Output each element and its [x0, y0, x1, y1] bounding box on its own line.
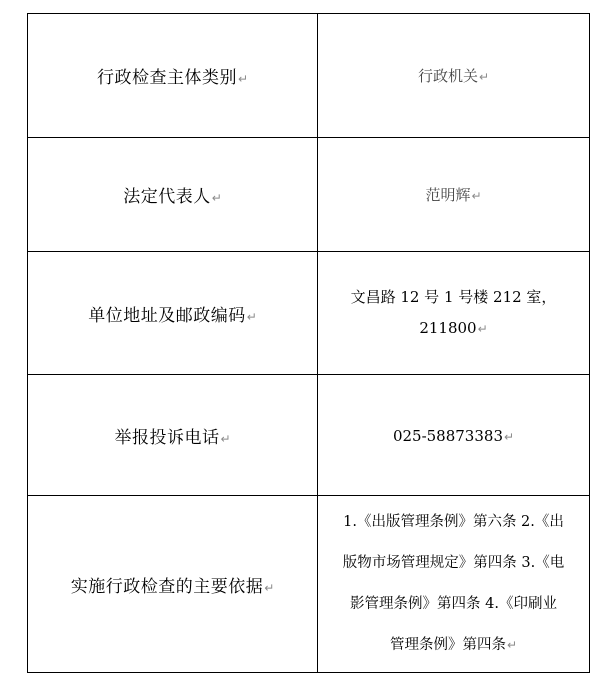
row-label: 单位地址及邮政编码 [88, 305, 246, 326]
value-cell [318, 138, 590, 252]
phone-value: 025-58873383 [392, 426, 503, 445]
label-cell [28, 496, 318, 673]
paragraph-mark-icon: ↵ [477, 321, 488, 336]
paragraph-mark-icon: ↵ [211, 191, 222, 205]
paragraph-mark-icon: ↵ [246, 309, 257, 324]
value-line: 1.《出版管理条例》第六条 2.《出 [343, 514, 564, 530]
info-table [27, 13, 590, 673]
row-value: 范明辉 [425, 186, 471, 204]
paragraph-mark-icon: ↵ [478, 70, 490, 84]
row-label: 法定代表人 [123, 187, 211, 207]
label-cell [28, 14, 318, 138]
table-row [28, 252, 590, 375]
value-cell [318, 375, 590, 496]
value-cell [318, 14, 590, 138]
address-value [318, 282, 589, 345]
row-label: 举报投诉电话 [114, 427, 220, 448]
paragraph-mark-icon: ↵ [220, 431, 231, 446]
value-cell [318, 252, 590, 375]
value-line: 211800↵ [419, 318, 488, 337]
label-cell [28, 138, 318, 252]
label-cell [28, 375, 318, 496]
basis-value [318, 502, 589, 666]
table-row [28, 138, 590, 252]
value-line: 版物市场管理规定》第四条 3.《电 [342, 555, 565, 571]
paragraph-mark-icon: ↵ [503, 429, 515, 444]
value-line: 影管理条例》第四条 4.《印刷业 [350, 596, 557, 612]
paragraph-mark-icon: ↵ [264, 580, 275, 595]
table-row [28, 14, 590, 138]
paragraph-mark-icon: ↵ [471, 189, 482, 203]
paragraph-mark-icon: ↵ [506, 638, 518, 652]
value-line: 文昌路 12 号 1 号楼 212 室， [350, 287, 557, 306]
row-label: 实施行政检查的主要依据 [70, 576, 264, 597]
label-cell [28, 252, 318, 375]
value-cell [318, 496, 590, 673]
value-line: 管理条例》第四条↵ [389, 637, 518, 653]
row-value: 行政机关 [417, 67, 478, 85]
paragraph-mark-icon: ↵ [237, 72, 249, 86]
row-label: 行政检查主体类别 [96, 68, 237, 88]
table-row [28, 496, 590, 673]
table-row [28, 375, 590, 496]
